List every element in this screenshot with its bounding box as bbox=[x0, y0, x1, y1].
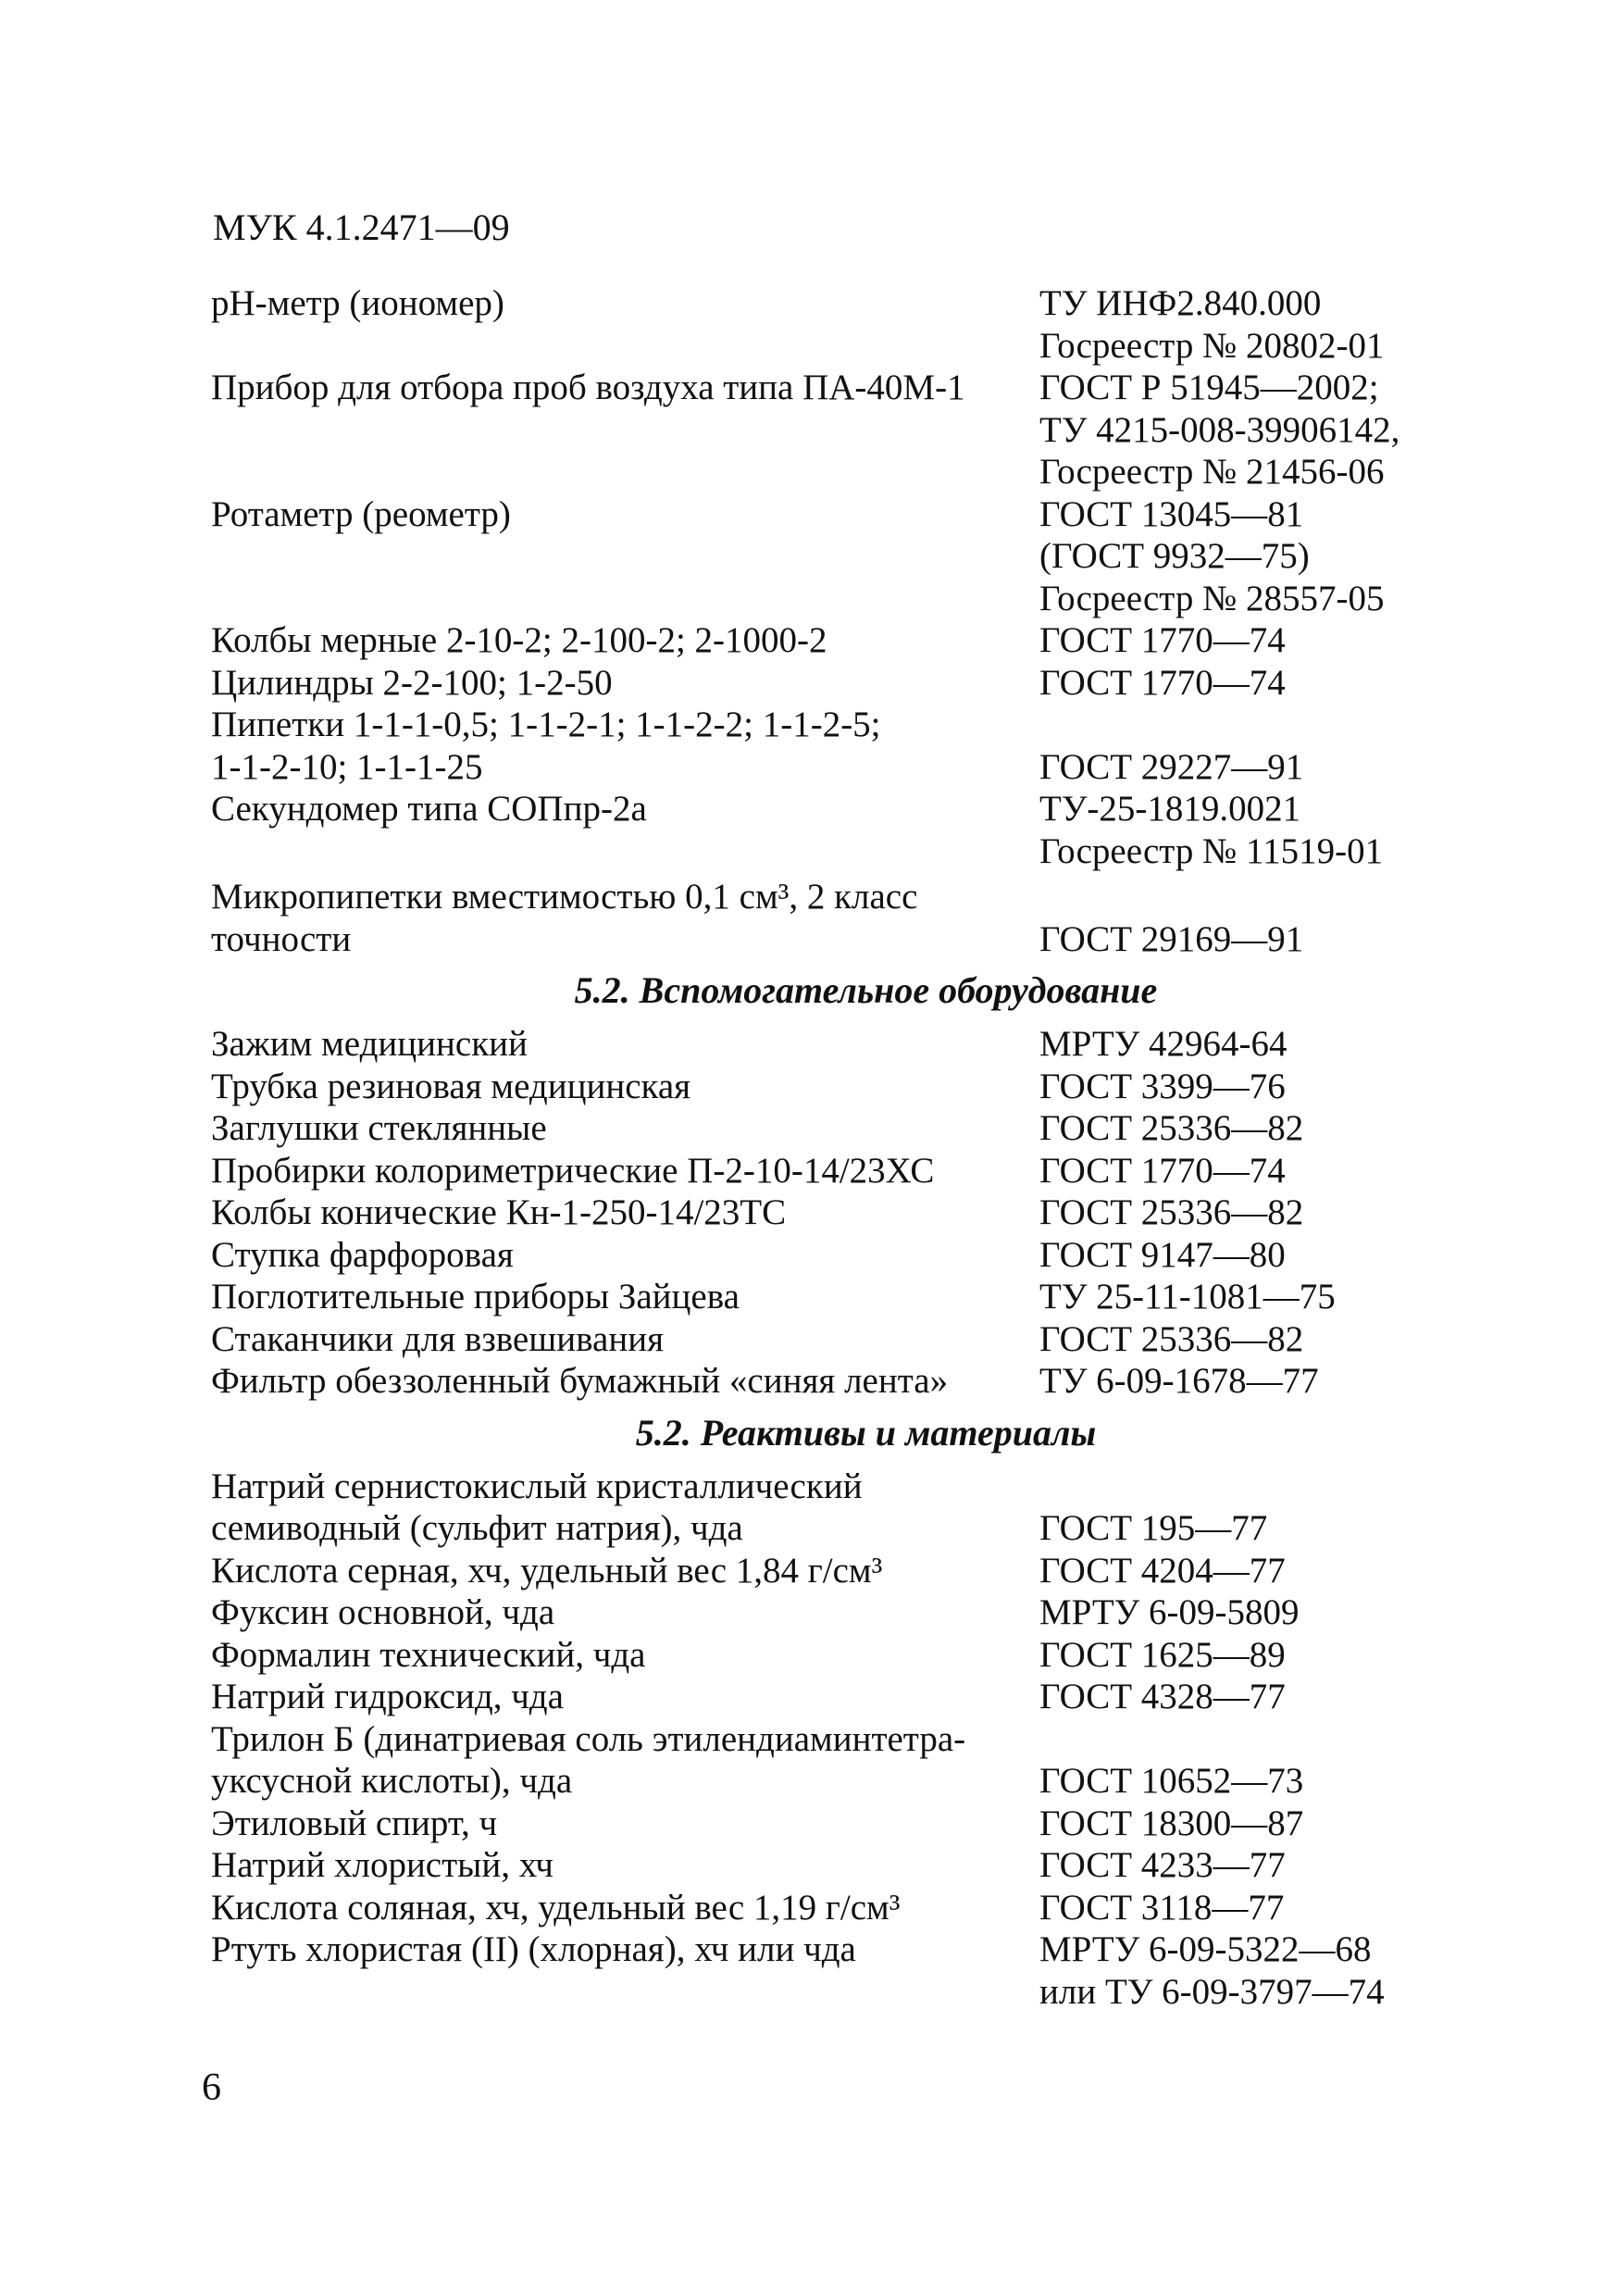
item-name: Заглушки стеклянные bbox=[211, 1108, 547, 1148]
item-standard: МРТУ 42964-64 bbox=[1039, 1024, 1287, 1064]
item-standard: ГОСТ 3118—77 bbox=[1039, 1887, 1285, 1928]
item-standard: ГОСТ 195—77 bbox=[1039, 1508, 1268, 1548]
item-standard: ТУ ИНФ2.840.000 Госреестр № 20802-01 bbox=[1039, 283, 1385, 366]
item-name: Формалин технический, чда bbox=[211, 1634, 646, 1675]
equipment-row bbox=[211, 367, 1470, 493]
auxiliary-equipment-list bbox=[211, 1023, 1470, 1403]
reagent-row bbox=[211, 1634, 1470, 1677]
item-name: Фуксин основной, чда bbox=[211, 1592, 555, 1632]
item-standard: ТУ 6-09-1678—77 bbox=[1039, 1361, 1319, 1401]
item-name: Трилон Б (динатриевая соль этилендиаминтетра- уксусной кислоты), чда bbox=[211, 1718, 966, 1801]
item-name: Цилиндры 2-2-100; 1-2-50 bbox=[211, 662, 613, 703]
item-name: рН-метр (иономер) bbox=[211, 283, 504, 323]
equipment-row bbox=[211, 788, 1470, 872]
equipment-row bbox=[211, 619, 1470, 662]
reagent-row bbox=[211, 1844, 1470, 1887]
reagent-row bbox=[211, 1676, 1470, 1718]
item-name: Кислота соляная, хч, удельный вес 1,19 г/см³ bbox=[211, 1887, 901, 1928]
item-standard: МРТУ 6-09-5322—68 или ТУ 6-09-3797—74 bbox=[1039, 1929, 1385, 2012]
reagent-row bbox=[211, 1550, 1470, 1592]
item-standard: ГОСТ 4204—77 bbox=[1039, 1550, 1286, 1591]
item-name: Секундомер типа СОПпр-2а bbox=[211, 789, 647, 829]
aux-row bbox=[211, 1107, 1470, 1150]
reagents-list bbox=[211, 1466, 1470, 2014]
aux-row bbox=[211, 1360, 1470, 1403]
item-standard: ГОСТ 10652—73 bbox=[1039, 1761, 1304, 1801]
aux-row bbox=[211, 1023, 1470, 1066]
item-name: Прибор для отбора проб воздуха типа ПА-40М-1 bbox=[211, 368, 965, 407]
item-standard: ГОСТ 1770—74 bbox=[1039, 620, 1286, 660]
aux-row bbox=[211, 1192, 1470, 1234]
item-name: Колбы мерные 2-10-2; 2-100-2; 2-1000-2 bbox=[211, 620, 827, 660]
item-standard: МРТУ 6-09-5809 bbox=[1039, 1592, 1300, 1632]
item-standard: ГОСТ 29227—91 bbox=[1039, 746, 1304, 787]
reagent-row bbox=[211, 1928, 1470, 2013]
aux-row bbox=[211, 1234, 1470, 1277]
item-standard: ГОСТ 13045—81 (ГОСТ 9932—75) Госреестр № 28557-05 bbox=[1039, 493, 1385, 618]
item-name: Кислота серная, хч, удельный вес 1,84 г/см³ bbox=[211, 1550, 883, 1591]
item-name: Поглотительные приборы Зайцева bbox=[211, 1277, 740, 1316]
item-name: Фильтр обеззоленный бумажный «синяя лента» bbox=[211, 1361, 949, 1401]
item-name: Трубка резиновая медицинская bbox=[211, 1066, 691, 1106]
item-standard: ГОСТ 18300—87 bbox=[1039, 1803, 1304, 1843]
item-name: Колбы конические Кн-1-250-14/23ТС bbox=[211, 1192, 787, 1232]
aux-row bbox=[211, 1150, 1470, 1192]
equipment-row bbox=[211, 493, 1470, 620]
document-code: МУК 4.1.2471—09 bbox=[213, 206, 510, 248]
item-standard: ТУ 25-11-1081—75 bbox=[1039, 1277, 1336, 1316]
item-standard: ГОСТ 1625—89 bbox=[1039, 1634, 1286, 1675]
equipment-row bbox=[211, 282, 1470, 367]
item-name: Микропипетки вместимостью 0,1 см³, 2 класс точности bbox=[211, 877, 918, 959]
item-name: Стаканчики для взвешивания bbox=[211, 1318, 665, 1359]
equipment-row bbox=[211, 662, 1470, 705]
item-standard: ГОСТ 4328—77 bbox=[1039, 1677, 1286, 1716]
item-standard: ГОСТ 25336—82 bbox=[1039, 1318, 1304, 1359]
item-name: Натрий хлористый, хч bbox=[211, 1845, 554, 1885]
equipment-row bbox=[211, 876, 1470, 960]
item-name: Натрий гидроксид, чда bbox=[211, 1677, 564, 1716]
equipment-row bbox=[211, 704, 1470, 788]
item-standard: ГОСТ Р 51945—2002; ТУ 4215-008-39906142, Госреестр № 21456-06 bbox=[1039, 368, 1400, 492]
aux-row bbox=[211, 1066, 1470, 1108]
item-standard: ГОСТ 1770—74 bbox=[1039, 662, 1286, 703]
item-name: Этиловый спирт, ч bbox=[211, 1803, 498, 1843]
page-number: 6 bbox=[202, 2066, 221, 2109]
item-standard: ТУ-25-1819.0021 Госреестр № 11519-01 bbox=[1039, 789, 1384, 871]
item-standard: ГОСТ 25336—82 bbox=[1039, 1108, 1304, 1148]
reagent-row bbox=[211, 1803, 1470, 1845]
reagent-row bbox=[211, 1718, 1470, 1803]
item-standard: ГОСТ 1770—74 bbox=[1039, 1150, 1286, 1191]
item-standard: ГОСТ 4233—77 bbox=[1039, 1845, 1286, 1885]
section-title-auxiliary-equipment: 5.2. Вспомогательное оборудование bbox=[574, 969, 1158, 1011]
aux-row bbox=[211, 1318, 1470, 1361]
item-name: Пробирки колориметрические П-2-10-14/23ХС bbox=[211, 1150, 935, 1191]
equipment-list bbox=[211, 282, 1470, 960]
item-name: Зажим медицинский bbox=[211, 1024, 528, 1064]
item-name: Ступка фарфоровая bbox=[211, 1234, 514, 1275]
aux-row bbox=[211, 1276, 1470, 1318]
item-standard: ГОСТ 25336—82 bbox=[1039, 1192, 1304, 1232]
item-name: Натрий сернистокислый кристаллический семиводный (сульфит натрия), чда bbox=[211, 1466, 863, 1548]
item-standard: ГОСТ 3399—76 bbox=[1039, 1066, 1286, 1106]
reagent-row bbox=[211, 1591, 1470, 1634]
section-title-reagents: 5.2. Реактивы и материалы bbox=[635, 1411, 1097, 1454]
item-standard: ГОСТ 9147—80 bbox=[1039, 1234, 1286, 1275]
reagent-row bbox=[211, 1887, 1470, 1929]
item-name: Ротаметр (реометр) bbox=[211, 493, 511, 534]
item-standard: ГОСТ 29169—91 bbox=[1039, 918, 1304, 959]
reagent-row bbox=[211, 1466, 1470, 1550]
item-name: Пипетки 1-1-1-0,5; 1-1-2-1; 1-1-2-2; 1-1-2-5; 1-1-2-10; 1-1-1-25 bbox=[211, 705, 881, 787]
item-name: Ртуть хлористая (II) (хлорная), хч или чда bbox=[211, 1929, 856, 1969]
content-block bbox=[211, 282, 1470, 2013]
